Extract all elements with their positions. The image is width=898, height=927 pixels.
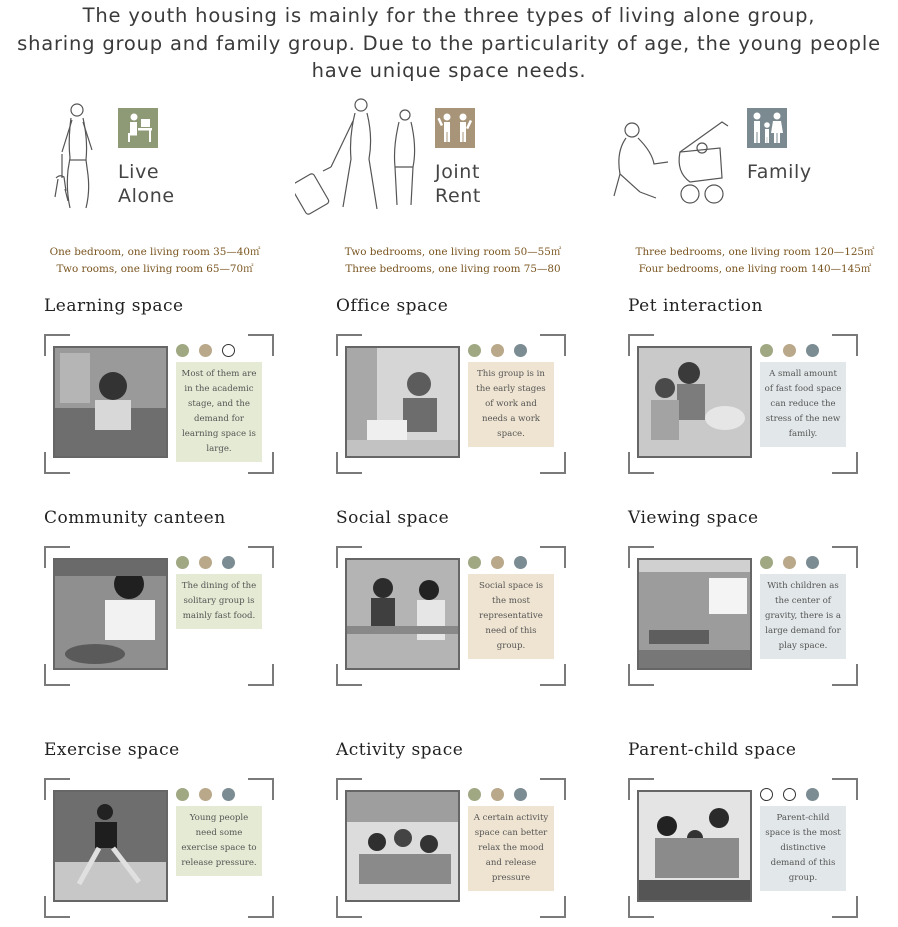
card-photo bbox=[637, 346, 752, 458]
card-note: Young people need some exercise space to release pressure. bbox=[176, 806, 262, 876]
card-photo bbox=[345, 346, 460, 458]
family-icon bbox=[747, 108, 787, 148]
indicator-dot bbox=[176, 788, 189, 801]
color-dots bbox=[760, 788, 840, 802]
space-card bbox=[336, 740, 566, 918]
card-note: A certain activity space can better relax the mood and release pressure bbox=[468, 806, 554, 891]
frame-corner bbox=[832, 896, 858, 918]
indicator-dot bbox=[783, 344, 796, 357]
indicator-dot bbox=[468, 556, 481, 569]
card-title: Activity space bbox=[336, 740, 464, 760]
space-card bbox=[44, 508, 274, 686]
indicator-dot bbox=[760, 556, 773, 569]
group-label-live-alone: Live Alone bbox=[118, 161, 175, 207]
color-dots bbox=[760, 556, 840, 570]
space-card bbox=[628, 740, 858, 918]
woman-with-dog-sketch bbox=[50, 100, 100, 215]
indicator-dot bbox=[176, 556, 189, 569]
indicator-dot bbox=[222, 344, 235, 357]
space-card bbox=[44, 740, 274, 918]
color-dots bbox=[176, 344, 256, 358]
card-photo bbox=[53, 346, 168, 458]
space-card bbox=[628, 508, 858, 686]
indicator-dot bbox=[783, 788, 796, 801]
group-label-family: Family bbox=[747, 161, 812, 183]
card-note: Social space is the most representative need of this group. bbox=[468, 574, 554, 659]
indicator-dot bbox=[806, 344, 819, 357]
frame-corner bbox=[832, 664, 858, 686]
group-sizes-live-alone bbox=[30, 244, 280, 278]
frame-corner bbox=[540, 896, 566, 918]
card-note: With children as the center of gravity, there is a large demand for play space. bbox=[760, 574, 846, 659]
card-title: Parent-child space bbox=[628, 740, 797, 760]
person-at-desk-icon bbox=[118, 108, 158, 148]
intro-text: The youth housing is mainly for the three types of living alone group, sharing group and family group. Due to the particularity of age, the young people have unique space needs. bbox=[17, 4, 881, 82]
card-title: Exercise space bbox=[44, 740, 180, 760]
indicator-dot bbox=[760, 788, 773, 801]
card-note: The dining of the solitary group is mainly fast food. bbox=[176, 574, 262, 629]
frame-corner bbox=[248, 896, 274, 918]
indicator-dot bbox=[468, 788, 481, 801]
group-sizes-family bbox=[620, 244, 890, 278]
group-sizes-joint-rent bbox=[328, 244, 578, 278]
indicator-dot bbox=[806, 788, 819, 801]
color-dots bbox=[760, 344, 840, 358]
color-dots bbox=[176, 788, 256, 802]
indicator-dot bbox=[491, 344, 504, 357]
space-card bbox=[628, 296, 858, 474]
frame-corner bbox=[540, 452, 566, 474]
indicator-dot bbox=[514, 788, 527, 801]
frame-corner bbox=[540, 664, 566, 686]
indicator-dot bbox=[222, 556, 235, 569]
color-dots bbox=[468, 788, 548, 802]
frame-corner bbox=[832, 452, 858, 474]
size-line: Two rooms, one living room 65—70㎡ bbox=[56, 263, 254, 275]
indicator-dot bbox=[199, 344, 212, 357]
size-line: Four bedrooms, one living room 140—145㎡ bbox=[638, 263, 872, 275]
color-dots bbox=[176, 556, 256, 570]
card-photo bbox=[53, 790, 168, 902]
space-card bbox=[336, 296, 566, 474]
card-title: Viewing space bbox=[628, 508, 759, 528]
indicator-dot bbox=[806, 556, 819, 569]
size-line: Three bedrooms, one living room 120—125㎡ bbox=[635, 246, 875, 258]
size-line: Two bedrooms, one living room 50—55㎡ bbox=[344, 246, 562, 258]
card-note: A small amount of fast food space can reduce the stress of the new family. bbox=[760, 362, 846, 447]
size-line: One bedroom, one living room 35—40㎡ bbox=[49, 246, 261, 258]
frame-corner bbox=[248, 664, 274, 686]
indicator-dot bbox=[491, 556, 504, 569]
card-photo bbox=[637, 790, 752, 902]
card-note: Most of them are in the academic stage, and the demand for learning space is large. bbox=[176, 362, 262, 462]
indicator-dot bbox=[760, 344, 773, 357]
card-photo bbox=[637, 558, 752, 670]
card-photo bbox=[53, 558, 168, 670]
color-dots bbox=[468, 344, 548, 358]
two-people-icon bbox=[435, 108, 475, 148]
travelers-sketch bbox=[295, 97, 420, 219]
indicator-dot bbox=[468, 344, 481, 357]
card-note: Parent-child space is the most distinctive demand of this group. bbox=[760, 806, 846, 891]
card-title: Learning space bbox=[44, 296, 184, 316]
card-title: Office space bbox=[336, 296, 449, 316]
indicator-dot bbox=[514, 344, 527, 357]
card-title: Community canteen bbox=[44, 508, 226, 528]
card-photo bbox=[345, 790, 460, 902]
space-card bbox=[336, 508, 566, 686]
space-card bbox=[44, 296, 274, 474]
card-title: Pet interaction bbox=[628, 296, 763, 316]
card-note: This group is in the early stages of work and needs a work space. bbox=[468, 362, 554, 447]
group-label-joint-rent: Joint Rent bbox=[435, 161, 481, 207]
indicator-dot bbox=[514, 556, 527, 569]
parent-with-stroller-sketch bbox=[610, 112, 740, 207]
card-title: Social space bbox=[336, 508, 450, 528]
color-dots bbox=[468, 556, 548, 570]
indicator-dot bbox=[176, 344, 189, 357]
indicator-dot bbox=[491, 788, 504, 801]
card-photo bbox=[345, 558, 460, 670]
size-line: Three bedrooms, one living room 75—80 bbox=[345, 263, 561, 275]
indicator-dot bbox=[199, 556, 212, 569]
indicator-dot bbox=[199, 788, 212, 801]
indicator-dot bbox=[783, 556, 796, 569]
indicator-dot bbox=[222, 788, 235, 801]
